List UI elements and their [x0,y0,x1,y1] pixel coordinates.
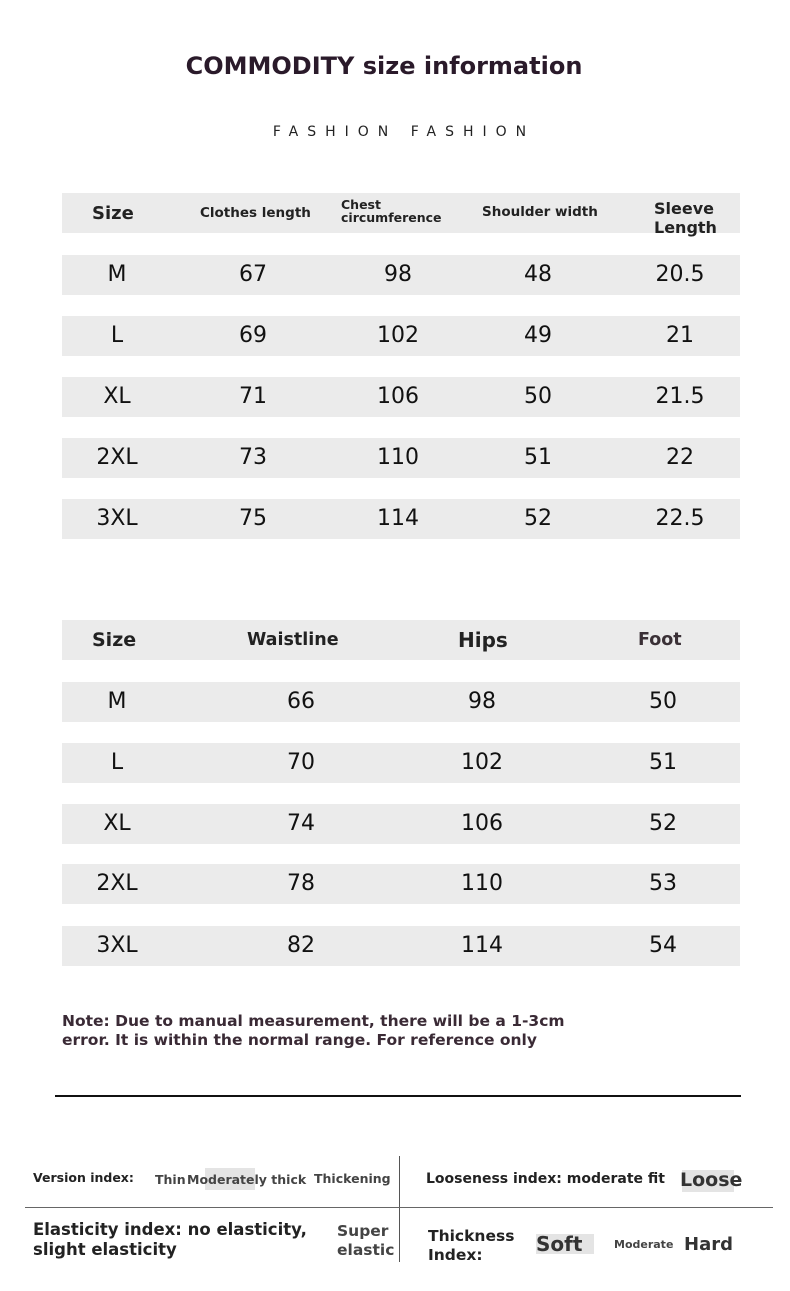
cell-shoulder: 51 [524,445,552,470]
thickness-option-moderate: Moderate [614,1238,674,1251]
column-header-chest-circumference: Chest circumference [341,197,442,225]
table-row [62,255,740,295]
table-row [62,377,740,417]
cell-chest: 106 [377,384,419,409]
cell-chest: 98 [384,262,412,287]
cell-chest: 114 [377,506,419,531]
cell-size: XL [103,384,131,409]
cell-size: 3XL [96,506,138,531]
table-row [62,926,740,966]
column-header-clothes-length: Clothes length [200,205,311,221]
thickness-index-label: Thickness Index: [428,1227,515,1264]
cell-sleeve: 21.5 [655,384,705,409]
column-header-foot: Foot [638,630,682,650]
elasticity-index-label: Elasticity index: no elasticity, slight elasticity [33,1220,307,1259]
column-header-sleeve-length: Sleeve Length [654,199,717,237]
cell-sleeve: 22.5 [655,506,705,531]
table-row [62,743,740,783]
measurement-note: Note: Due to manual measurement, there will be a 1-3cm error. It is within the normal range. For reference only [62,1012,565,1049]
cell-waistline: 78 [287,871,315,896]
cell-size: M [107,689,127,714]
cell-waistline: 66 [287,689,315,714]
thickness-option-hard: Hard [684,1234,733,1255]
cell-clothes-length: 69 [239,323,267,348]
cell-clothes-length: 67 [239,262,267,287]
cell-size: L [110,750,124,775]
version-index-label: Version index: [33,1170,134,1185]
cell-shoulder: 50 [524,384,552,409]
elasticity-value: Super elastic [337,1222,395,1259]
index-panel-vertical-divider [399,1156,400,1262]
cell-hips: 110 [461,871,503,896]
version-option-thickening: Thickening [314,1171,391,1186]
cell-hips: 102 [461,750,503,775]
cell-clothes-length: 75 [239,506,267,531]
cell-size: L [110,323,124,348]
looseness-index-label: Looseness index: moderate fit [426,1171,665,1187]
page-title: COMMODITY size information [185,52,583,80]
cell-foot: 52 [649,811,677,836]
cell-sleeve: 22 [666,445,694,470]
table-header-row [62,193,740,237]
cell-hips: 106 [461,811,503,836]
table-row [62,438,740,478]
version-option-moderately-thick: Moderately thick [187,1172,307,1187]
looseness-value: Loose [680,1169,743,1191]
version-option-thin: Thin [155,1172,186,1187]
cell-foot: 54 [649,933,677,958]
cell-shoulder: 48 [524,262,552,287]
cell-foot: 51 [649,750,677,775]
cell-shoulder: 52 [524,506,552,531]
cell-waistline: 70 [287,750,315,775]
column-header-hips: Hips [458,628,508,652]
cell-chest: 102 [377,323,419,348]
cell-clothes-length: 73 [239,445,267,470]
cell-chest: 110 [377,445,419,470]
column-header-shoulder-width: Shoulder width [482,204,598,220]
table-row [62,864,740,904]
column-header-size: Size [92,629,137,651]
cell-shoulder: 49 [524,323,552,348]
table-row [62,804,740,844]
column-header-size: Size [92,203,134,224]
table-header-row [62,620,740,660]
cell-sleeve: 20.5 [655,262,705,287]
index-panel-horizontal-divider [25,1207,773,1208]
cell-size: 2XL [96,445,138,470]
divider [55,1095,741,1097]
cell-foot: 53 [649,871,677,896]
table-row [62,316,740,356]
cell-hips: 98 [468,689,496,714]
cell-size: 3XL [96,933,138,958]
cell-size: M [107,262,127,287]
table-row [62,682,740,722]
cell-clothes-length: 71 [239,384,267,409]
column-header-waistline: Waistline [247,630,339,650]
cell-size: 2XL [96,871,138,896]
cell-waistline: 74 [287,811,315,836]
page-subtitle: FASHION FASHION [272,124,536,140]
thickness-option-soft: Soft [536,1232,583,1256]
cell-foot: 50 [649,689,677,714]
cell-hips: 114 [461,933,503,958]
cell-sleeve: 21 [666,323,694,348]
cell-size: XL [103,811,131,836]
cell-waistline: 82 [287,933,315,958]
table-row [62,499,740,539]
